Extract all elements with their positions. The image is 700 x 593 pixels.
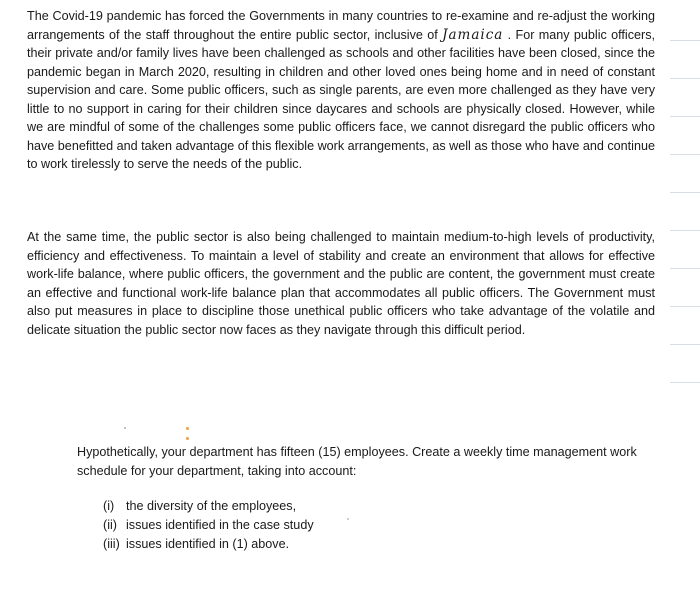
margin-rule: [670, 306, 700, 307]
handwritten-annotation: Jamaica: [442, 26, 504, 43]
list-item-number: (i): [103, 499, 115, 513]
margin-rule: [670, 382, 700, 383]
paragraph-1-text-start: The Covid-19 pandemic has forced the Governments in many countries to re-examine and re-adjust the working arrangements of the staff throughout the entire public sector, inclusive of: [27, 9, 655, 42]
list-item-number: (ii): [103, 518, 117, 532]
list-item: [103, 497, 314, 516]
considerations-list: [103, 497, 314, 554]
margin-rule: [670, 192, 700, 193]
stray-mark-grey: [347, 518, 349, 520]
margin-rule: [670, 344, 700, 345]
paragraph-public-sector: At the same time, the public sector is also being challenged to maintain medium-to-high levels of productivity, efficiency and effectiveness. To maintain a level of stability and create an environment that allows for effective work-life balance, where public officers, the government and the public are content, the government must create an effective and functional work-life balance plan that accommodates all public officers. The Government must also put measures in place to discipline those unethical public officers who take advantage of the volatile and delicate situation the public sector now faces as they navigate through this difficult period.: [27, 230, 655, 337]
stray-mark-grey: [124, 427, 126, 429]
margin-rule: [670, 230, 700, 231]
list-item: [103, 535, 314, 554]
stray-mark-orange-top: [186, 427, 189, 430]
margin-rule: [670, 78, 700, 79]
stray-mark-orange-bottom: [186, 437, 189, 440]
list-item-text: the diversity of the employees,: [126, 499, 297, 513]
list-item-text: issues identified in (1) above.: [126, 537, 290, 551]
margin-rule: [670, 40, 700, 41]
task-instruction: Hypothetically, your department has fifteen (15) employees. Create a weekly time management work schedule for your department, taking into account:: [77, 445, 637, 478]
list-item: [103, 516, 314, 535]
paragraph-covid-intro: [27, 7, 655, 174]
list-item-number: (iii): [103, 537, 120, 551]
paragraph-1-text-end: . For many public officers, their private and/or family lives have been challenged as schools and other facilities have been closed, since the pandemic began in March 2020, resulting in children and other loved ones being home and in need of constant supervision and care. Some public officers, such as single parents, are even more challenged as they have very little to no support in caring for their children since daycares and schools are physically closed. However, while we are mindful of some of the challenges some public officers face, we cannot disregard the public officers who have benefitted and taken advantage of this flexible work arrangements, as well as those who have and continue to work tirelessly to serve the needs of the public.: [27, 27, 655, 171]
list-item-text: issues identified in the case studу: [126, 518, 314, 532]
margin-rule: [670, 116, 700, 117]
margin-rule: [670, 268, 700, 269]
margin-rule: [670, 154, 700, 155]
